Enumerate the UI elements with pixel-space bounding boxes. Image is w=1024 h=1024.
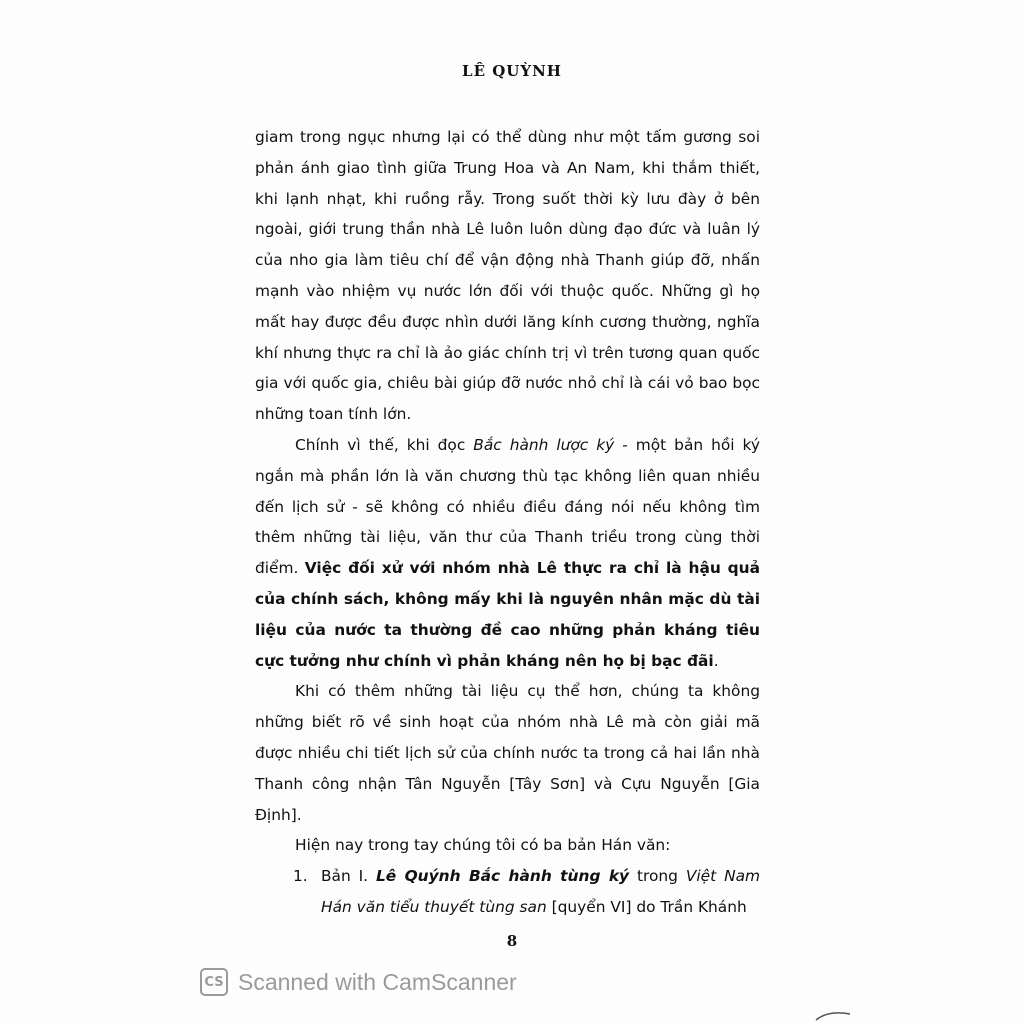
paragraph-1-text: giam trong ngục nhưng lại có thể dùng như một tấm gương soi phản ánh giao tình giữa Trung Hoa và An Nam, khi thắm thiết, khi lạnh nhạt, khi ruồng rẫy. Trong suốt thời kỳ lưu đày ở bên ngoài, giới trung thần nhà Lê luôn luôn dùng đạo đức và luân lý của nho gia làm tiêu chí để vận động nhà Thanh giúp đỡ, nhấn mạnh vào nhiệm vụ nước lớn đối với thuộc quốc. Những gì họ mất hay được đều được nhìn dưới lăng kính cương thường, nghĩa khí nhưng thực ra chỉ là ảo giác chính trị vì trên tương quan quốc gia với quốc gia, chiêu bài giúp đỡ nước nhỏ chỉ là cái vỏ bao bọc những toan tính lớn. bbox=[255, 128, 760, 424]
camscanner-logo-icon: CS bbox=[200, 968, 228, 996]
running-head: LÊ QUỲNH bbox=[462, 62, 562, 80]
paragraph-1 bbox=[255, 122, 760, 430]
paragraph-4-text: Hiện nay trong tay chúng tôi có ba bản Hán văn: bbox=[295, 836, 671, 855]
paragraph-4 bbox=[255, 830, 760, 861]
camscanner-watermark bbox=[200, 968, 517, 996]
scan-artifact-mark bbox=[814, 1008, 854, 1022]
paragraph-3-text: Khi có thêm những tài liệu cụ thể hơn, chúng ta không những biết rõ về sinh hoạt của nhóm nhà Lê mà còn giải mã được nhiều chi tiết lịch sử của chính nước ta trong cả hai lần nhà Thanh công nhận Tân Nguyễn [Tây Sơn] và Cựu Nguyễn [Gia Định]. bbox=[255, 682, 760, 824]
list-item bbox=[255, 861, 760, 923]
list-item-text-c: [quyển VI] do Trần Khánh bbox=[546, 897, 747, 916]
list-item-number: 1. bbox=[293, 867, 308, 886]
body-text bbox=[255, 122, 760, 923]
list-item-title: Lê Quýnh Bắc hành tùng ký bbox=[375, 867, 630, 886]
paragraph-2 bbox=[255, 430, 760, 676]
paragraph-2-period: . bbox=[713, 651, 719, 670]
paragraph-3 bbox=[255, 676, 760, 830]
paragraph-2-bold-text: Việc đối xử với nhóm nhà Lê thực ra chỉ là hậu quả của chính sách, không mấy khi là nguyên nhân mặc dù tài liệu của nước ta thường đề cao những phản kháng tiêu cực tưởng như chính vì phản kháng nên họ bị bạc đãi bbox=[255, 559, 760, 670]
page-number: 8 bbox=[506, 932, 518, 950]
paragraph-2-text-a: Chính vì thế, khi đọc bbox=[295, 435, 474, 454]
list-item-text-a: Bản I. bbox=[321, 867, 376, 886]
watermark-text: Scanned with CamScanner bbox=[238, 968, 517, 995]
paragraph-2-text-b: - một bản hồi ký ngắn mà phần lớn là văn chương thù tạc không liên quan nhiều đến lịch sử - sẽ không có nhiều điều đáng nói nếu không tìm thêm những tài liệu, văn thư của Thanh triều trong cùng thời điểm. bbox=[255, 435, 760, 578]
list-item-collection-title: Việt Nam Hán văn tiểu thuyết tùng san bbox=[321, 867, 761, 916]
book-title-bac-hanh-luoc-ky: Bắc hành lược ký bbox=[473, 435, 615, 454]
list-item-text-b: trong bbox=[629, 867, 686, 886]
